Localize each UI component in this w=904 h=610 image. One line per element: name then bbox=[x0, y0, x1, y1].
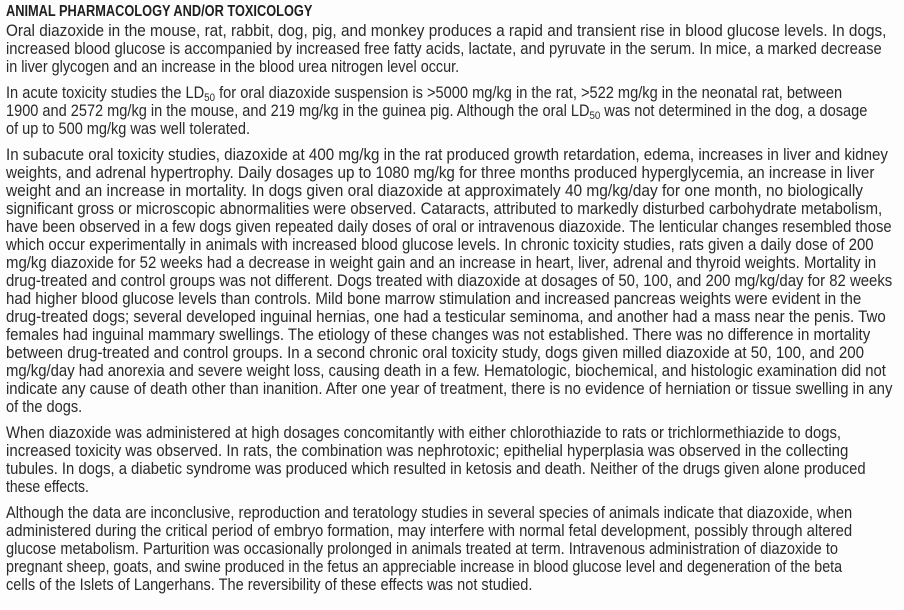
paragraph-3-line-2: weights, and adrenal hypertrophy. Daily dosages up to 1080 mg/kg for three months produced hyperglycemia, an increase in liver bbox=[6, 164, 875, 182]
paragraph-2-line-2 bbox=[6, 102, 867, 120]
section-heading: ANIMAL PHARMACOLOGY AND/OR TOXICOLOGY bbox=[6, 3, 313, 20]
paragraph-2-line-3: of up to 500 mg/kg was well tolerated. bbox=[6, 120, 250, 138]
paragraph-3-line-7: mg/kg diazoxide for 52 weeks had a decrease in weight gain and an increase in heart, liver, adrenal and thyroid weights. Mortality in bbox=[6, 254, 877, 272]
paragraph-5-line-3: glucose metabolism. Parturition was occasionally prolonged in animals treated at term. Intravenous administration of diazoxide to bbox=[6, 540, 838, 558]
paragraph-1-line-3: in liver glycogen and an increase in the blood urea nitrogen level occur. bbox=[6, 58, 460, 76]
paragraph-3-line-4: significant gross or microscopic abnormalities were observed. Cataracts, attributed to markedly disturbed carbohydrate metabolism, bbox=[6, 200, 883, 218]
paragraph-5-line-2: administered during the critical period of embryo formation, may interfere with normal fetal development, possibly through altered bbox=[6, 522, 853, 540]
paragraph-3-line-1: In subacute oral toxicity studies, diazoxide at 400 mg/kg in the rat produced growth retardation, edema, increases in liver and kidney bbox=[6, 146, 888, 164]
paragraph-3-line-3: weight and an increase in mortality. In dogs given oral diazoxide at approximately 40 mg/kg/day for one month, no biologically bbox=[6, 182, 864, 200]
paragraph-5-line-1: Although the data are inconclusive, reproduction and teratology studies in several species of animals indicate that diazoxide, when bbox=[6, 504, 853, 522]
paragraph-4-line-4: these effects. bbox=[6, 478, 89, 496]
text: for oral diazoxide suspension is >5000 mg/kg in the rat, >522 mg/kg in the neonatal rat, between bbox=[215, 84, 843, 102]
paragraph-3-line-11: females had inguinal mammary swellings. The etiology of these changes was not established. There was no difference in mortality bbox=[6, 326, 871, 344]
paragraph-4-line-1: When diazoxide was administered at high dosages concomitantly with either chlorothiazide to rats or trichlormethiazide to dogs, bbox=[6, 424, 841, 442]
paragraph-5-line-5: cells of the Islets of Langerhans. The reversibility of these effects was not studied. bbox=[6, 576, 533, 594]
subscript: 50 bbox=[589, 110, 601, 122]
paragraph-2-line-1 bbox=[6, 84, 842, 102]
paragraph-3-line-15: of the dogs. bbox=[6, 398, 83, 416]
paragraph-3-line-8: drug-treated and control groups was not different. Dogs treated with diazoxide at dosages of 50, 100, and 200 mg/kg/day for 82 weeks bbox=[6, 272, 893, 290]
paragraph-1-line-1: Oral diazoxide in the mouse, rat, rabbit, dog, pig, and monkey produces a rapid and transient rise in blood glucose levels. In dogs, bbox=[6, 22, 887, 40]
subscript: 50 bbox=[204, 92, 216, 104]
paragraph-3-line-14: indicate any cause of death other than inanition. After one year of treatment, there is no evidence of herniation or tissue swelling in any bbox=[6, 380, 893, 398]
paragraph-3-line-5: have been observed in a few dogs given repeated daily doses of oral or intravenous diazoxide. The lenticular changes resembled those bbox=[6, 218, 892, 236]
text: In acute toxicity studies the LD bbox=[6, 84, 205, 102]
paragraph-4-line-3: tubules. In dogs, a diabetic syndrome was produced which resulted in ketosis and death. Neither of the drugs given alone produced bbox=[6, 460, 866, 478]
paragraph-5-line-4: pregnant sheep, goats, and swine produced in the fetus an appreciable increase in blood glucose level and degeneration of the beta bbox=[6, 558, 843, 576]
paragraph-3-line-10: drug-treated dogs; several developed inguinal hernias, one had a testicular seminoma, and another had a mass near the penis. Two bbox=[6, 308, 886, 326]
paragraph-3-line-12: between drug-treated and control groups. In a second chronic oral toxicity study, dogs given milled diazoxide at 50, 100, and 200 bbox=[6, 344, 865, 362]
paragraph-3-line-6: which occur experimentally in animals with increased blood glucose levels. In chronic toxicity studies, rats given a daily dose of 200 bbox=[6, 236, 874, 254]
paragraph-3-line-13: mg/kg/day had anorexia and severe weight loss, causing death in a few. Hematologic, biochemical, and histologic examination did not bbox=[6, 362, 886, 380]
text: 1900 and 2572 mg/kg in the mouse, and 219 mg/kg in the guinea pig. Although the oral LD bbox=[6, 102, 590, 120]
paragraph-3-line-9: had higher blood glucose levels than controls. Mild bone marrow stimulation and increased pancreas weights were evident in the bbox=[6, 290, 862, 308]
text: was not determined in the dog, a dosage bbox=[600, 102, 868, 120]
paragraph-1-line-2: increased blood glucose is accompanied by increased free fatty acids, lactate, and pyruvate in the serum. In mice, a marked decrease bbox=[6, 40, 882, 58]
paragraph-4-line-2: increased toxicity was observed. In rats, the combination was nephrotoxic; epithelial hyperplasia was observed in the collecting bbox=[6, 442, 849, 460]
